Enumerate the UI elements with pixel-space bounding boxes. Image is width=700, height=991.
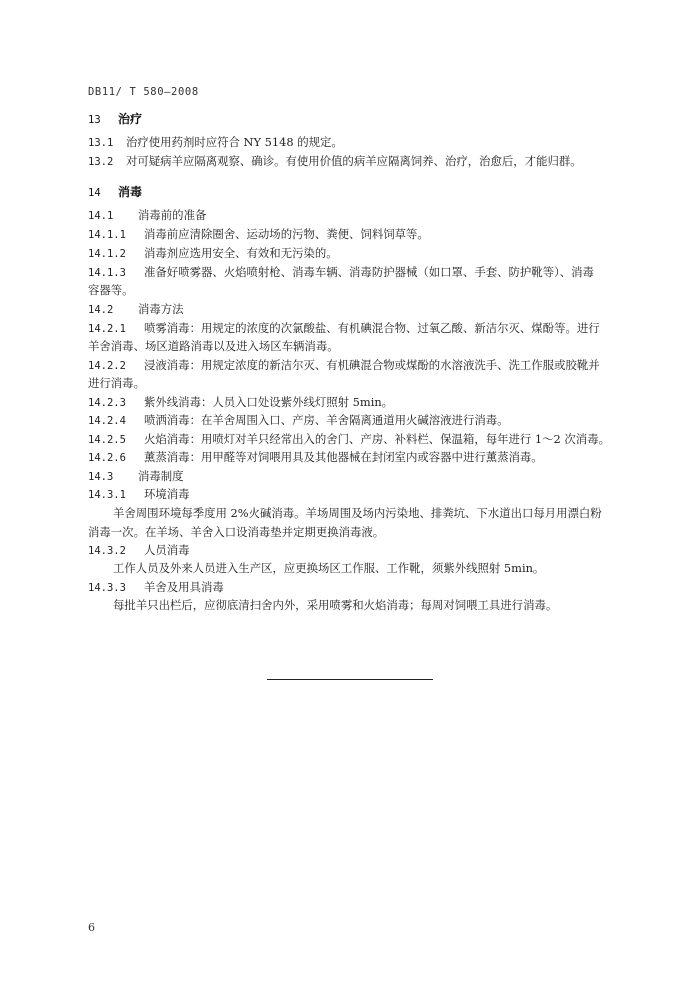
clause-text: 准备好喷雾器、火焰喷射枪、消毒车辆、消毒防护器械（如口罩、手套、防护靴等）、消毒 bbox=[144, 265, 594, 279]
clause-14-1-2 bbox=[88, 244, 338, 264]
clause-text: 消毒制度 bbox=[138, 469, 184, 483]
clause-number: 14.2.6 bbox=[88, 452, 126, 464]
clause-number: 13.1 bbox=[88, 137, 114, 149]
clause-13-2 bbox=[88, 152, 582, 172]
clause-text: 紫外线消毒：人员入口处设紫外线灯照射 5min。 bbox=[144, 395, 394, 409]
clause-number: 14.1.1 bbox=[88, 229, 126, 241]
clause-14-1-3 bbox=[88, 263, 594, 283]
clause-number: 14.2.4 bbox=[88, 415, 126, 427]
clause-14-2-1-continued: 羊舍消毒、场区道路消毒以及进入场区车辆消毒。 bbox=[88, 339, 339, 353]
clause-14-3-2-body: 工作人员及外来人员进入生产区，应更换场区工作服、工作靴，须紫外线照射 5min。 bbox=[113, 561, 545, 575]
clause-14-2 bbox=[88, 300, 184, 320]
clause-number: 14.3.2 bbox=[88, 545, 126, 557]
clause-14-3-1-body-continued: 消毒一次。在羊场、羊舍入口设消毒垫并定期更换消毒液。 bbox=[88, 525, 385, 539]
clause-14-2-1 bbox=[88, 319, 600, 339]
clause-text: 消毒前的准备 bbox=[138, 208, 207, 222]
clause-number: 14.2.3 bbox=[88, 397, 126, 409]
clause-14-3-3 bbox=[88, 578, 224, 598]
clause-text: 喷雾消毒：用规定的浓度的次氯酸盐、有机碘混合物、过氧乙酸、新洁尔灭、煤酚等。进行 bbox=[144, 321, 600, 335]
clause-number: 14.1.2 bbox=[88, 248, 126, 260]
clause-number: 14.3 bbox=[88, 471, 114, 483]
section-number: 13 bbox=[88, 114, 101, 126]
clause-14-3-3-body: 每批羊只出栏后，应彻底清扫舍内外，采用喷雾和火焰消毒；每周对饲喂工具进行消毒。 bbox=[113, 598, 558, 612]
clause-number: 14.2 bbox=[88, 304, 114, 316]
clause-14-3 bbox=[88, 467, 184, 487]
clause-number: 14.2.2 bbox=[88, 360, 126, 372]
section-title: 消毒 bbox=[118, 185, 143, 199]
clause-text: 消毒剂应选用安全、有效和无污染的。 bbox=[144, 246, 338, 260]
document-code: DB11/ T 580—2008 bbox=[88, 86, 199, 98]
clause-text: 羊舍及用具消毒 bbox=[144, 580, 224, 594]
clause-14-2-2-continued: 进行消毒。 bbox=[88, 376, 145, 390]
page-number: 6 bbox=[88, 921, 95, 934]
clause-14-1-3-continued: 容器等。 bbox=[88, 283, 134, 297]
clause-13-1 bbox=[88, 133, 343, 153]
section-14-heading bbox=[88, 183, 142, 200]
clause-text: 消毒前应清除圈舍、运动场的污物、粪便、饲料饲草等。 bbox=[144, 227, 429, 241]
clause-14-3-2 bbox=[88, 541, 190, 561]
clause-number: 14.3.3 bbox=[88, 582, 126, 594]
end-rule bbox=[267, 679, 433, 680]
clause-number: 14.3.1 bbox=[88, 489, 126, 501]
clause-text: 消毒方法 bbox=[138, 302, 184, 316]
clause-14-2-3 bbox=[88, 393, 393, 413]
clause-14-1-1 bbox=[88, 225, 429, 245]
clause-number: 14.2.5 bbox=[88, 434, 126, 446]
clause-number: 14.1 bbox=[88, 210, 114, 222]
clause-number: 13.2 bbox=[88, 156, 114, 168]
clause-text: 浸液消毒：用规定浓度的新洁尔灭、有机碘混合物或煤酚的水溶液洗手、洗工作服或胶靴并 bbox=[144, 358, 600, 372]
clause-14-3-1 bbox=[88, 485, 190, 505]
section-title: 治疗 bbox=[118, 112, 143, 126]
clause-text: 薰蒸消毒：用甲醛等对饲喂用具及其他器械在封闭室内或容器中进行薰蒸消毒。 bbox=[144, 450, 543, 464]
clause-14-2-5 bbox=[88, 430, 610, 450]
clause-14-2-4 bbox=[88, 411, 509, 431]
clause-text: 火焰消毒：用喷灯对羊只经常出入的舍门、产房、补料栏、保温箱，每年进行 1～2 次消毒。 bbox=[144, 432, 610, 446]
clause-text: 对可疑病羊应隔离观察、确诊。有使用价值的病羊应隔离饲养、治疗，治愈后，才能归群。 bbox=[126, 154, 582, 168]
clause-14-2-6 bbox=[88, 448, 543, 468]
clause-text: 治疗使用药剂时应符合 NY 5148 的规定。 bbox=[126, 135, 343, 149]
clause-14-2-2 bbox=[88, 356, 600, 376]
clause-number: 14.2.1 bbox=[88, 323, 126, 335]
clause-text: 人员消毒 bbox=[144, 543, 190, 557]
section-number: 14 bbox=[88, 187, 101, 199]
clause-number: 14.1.3 bbox=[88, 267, 126, 279]
clause-text: 喷洒消毒：在羊舍周围入口、产房、羊舍隔离通道用火碱溶液进行消毒。 bbox=[144, 413, 509, 427]
clause-14-1 bbox=[88, 206, 206, 226]
clause-text: 环境消毒 bbox=[144, 487, 190, 501]
clause-14-3-1-body: 羊舍周围环境每季度用 2%火碱消毒。羊场周围及场内污染地、排粪坑、下水道出口每月用漂白粉 bbox=[113, 506, 602, 520]
section-13-heading bbox=[88, 110, 142, 127]
